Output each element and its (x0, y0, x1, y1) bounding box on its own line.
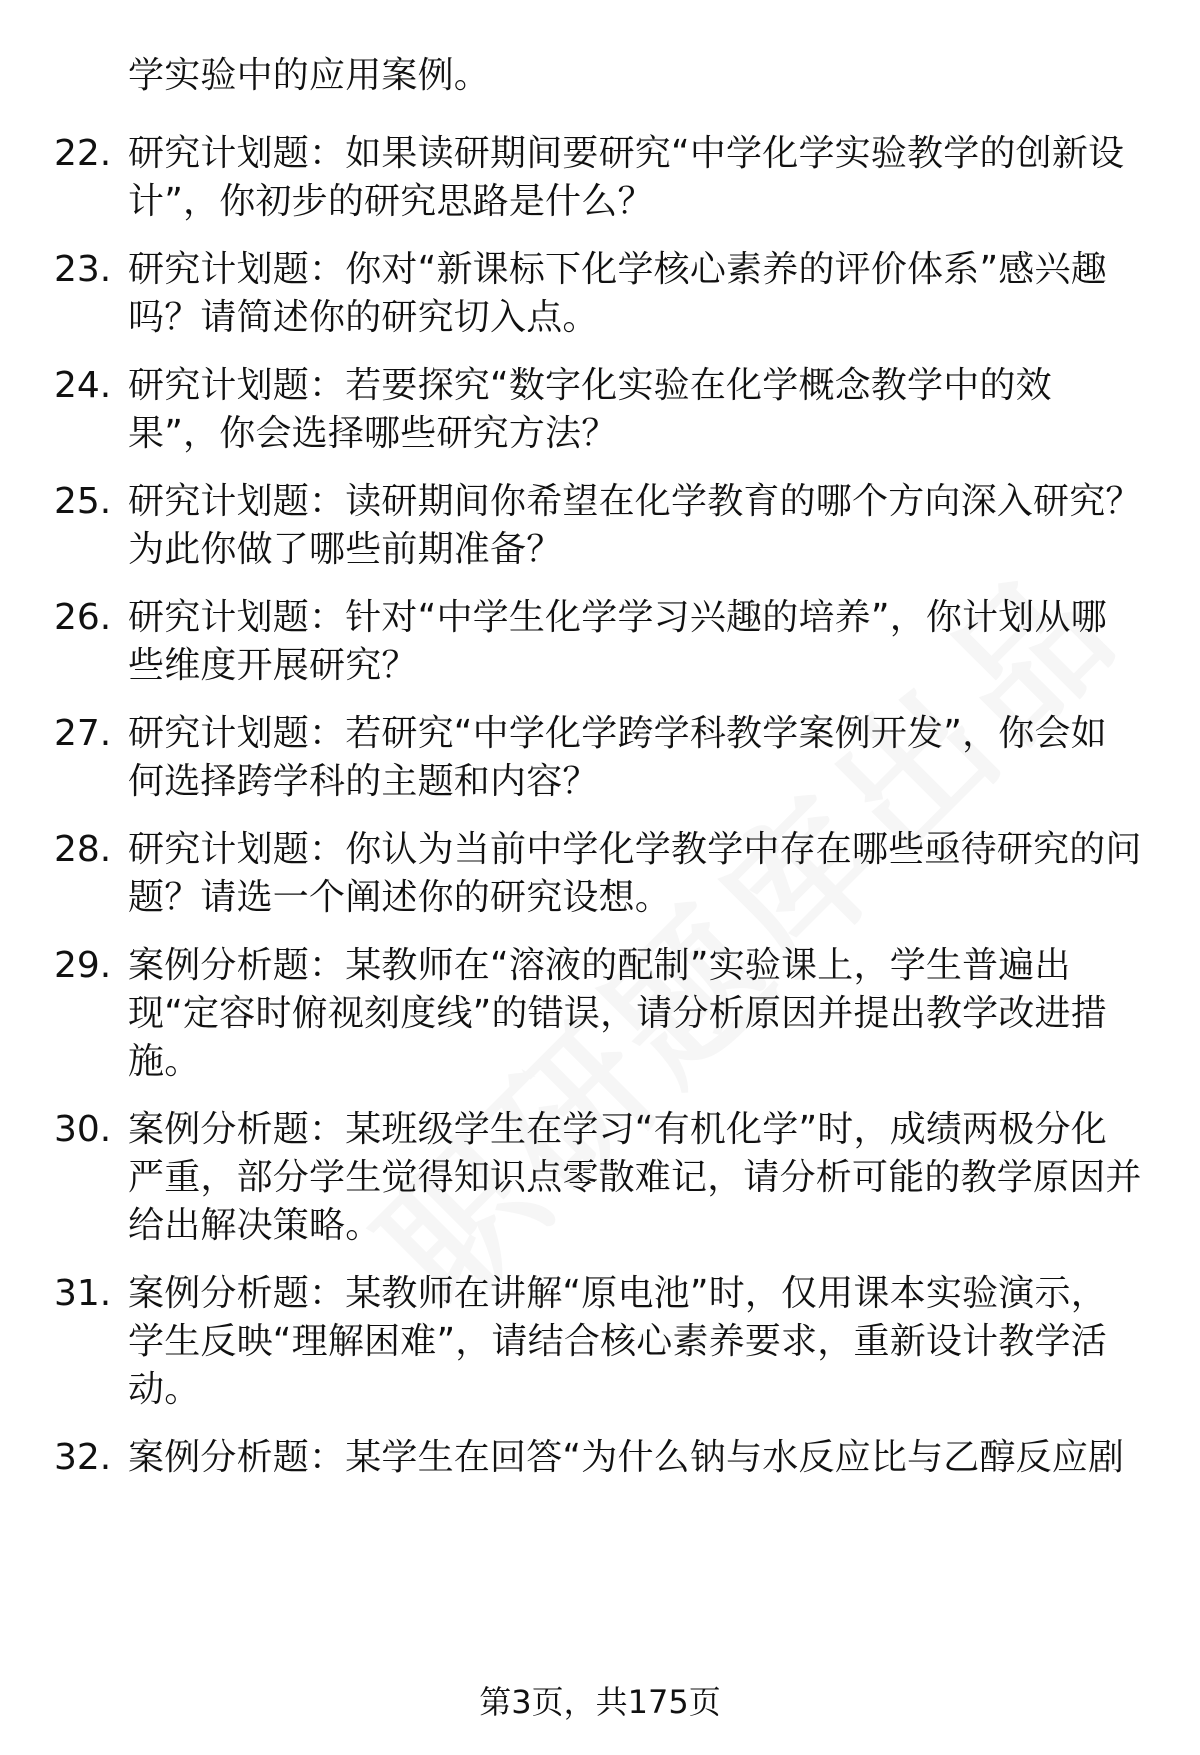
question-29-line-3: 施。 (128, 1041, 201, 1082)
question-28-line-2: 题？请选一个阐述你的研究设想。 (128, 877, 672, 918)
question-number-23: 23. (54, 249, 112, 290)
continuation-line: 学实验中的应用案例。 (128, 55, 491, 96)
question-22-line-2: 计”，你初步的研究思路是什么？ (128, 181, 654, 222)
question-29-line-2: 现“定容时俯视刻度线”的错误，请分析原因并提出教学改进措 (128, 993, 1107, 1034)
question-27-line-1: 研究计划题：若研究“中学化学跨学科教学案例开发”，你会如 (128, 713, 1107, 754)
question-30-line-2: 严重，部分学生觉得知识点零散难记，请分析可能的教学原因并 (128, 1157, 1142, 1198)
question-number-25: 25. (54, 481, 112, 522)
question-24-line-1: 研究计划题：若要探究“数字化实验在化学概念教学中的效 (128, 365, 1052, 406)
question-26-line-2: 些维度开展研究？ (128, 645, 418, 686)
page-footer: 第3页，共175页 (479, 1683, 721, 1721)
question-number-26: 26. (54, 597, 112, 638)
question-31-line-1: 案例分析题：某教师在讲解“原电池”时，仅用课本实验演示， (128, 1273, 1107, 1314)
question-31-line-2: 学生反映“理解困难”，请结合核心素养要求，重新设计教学活 (128, 1321, 1107, 1362)
question-number-22: 22. (54, 133, 112, 174)
question-31-line-3: 动。 (128, 1369, 201, 1410)
question-24-line-2: 果”，你会选择哪些研究方法？ (128, 413, 618, 454)
question-23-line-1: 研究计划题：你对“新课标下化学核心素养的评价体系”感兴趣 (128, 249, 1107, 290)
question-number-27: 27. (54, 713, 112, 754)
question-number-31: 31. (54, 1273, 112, 1314)
question-30-line-1: 案例分析题：某班级学生在学习“有机化学”时，成绩两极分化 (128, 1109, 1107, 1150)
question-number-24: 24. (54, 365, 112, 406)
question-28-line-1: 研究计划题：你认为当前中学化学教学中存在哪些亟待研究的问 (128, 829, 1142, 870)
question-22-line-1: 研究计划题：如果读研期间要研究“中学化学实验教学的创新设 (128, 133, 1125, 174)
question-25-line-2: 为此你做了哪些前期准备？ (128, 529, 563, 570)
question-29-line-1: 案例分析题：某教师在“溶液的配制”实验课上，学生普遍出 (128, 945, 1071, 986)
question-32-line-1: 案例分析题：某学生在回答“为什么钠与水反应比与乙醇反应剧 (128, 1437, 1125, 1478)
question-number-30: 30. (54, 1109, 112, 1150)
question-30-line-3: 给出解决策略。 (128, 1205, 382, 1246)
question-25-line-1: 研究计划题：读研期间你希望在化学教育的哪个方向深入研究？ (128, 481, 1142, 522)
question-number-29: 29. (54, 945, 112, 986)
question-number-28: 28. (54, 829, 112, 870)
question-27-line-2: 何选择跨学科的主题和内容？ (128, 761, 599, 802)
question-number-32: 32. (54, 1437, 112, 1478)
question-26-line-1: 研究计划题：针对“中学生化学学习兴趣的培养”，你计划从哪 (128, 597, 1107, 638)
question-23-line-2: 吗？请简述你的研究切入点。 (128, 297, 599, 338)
